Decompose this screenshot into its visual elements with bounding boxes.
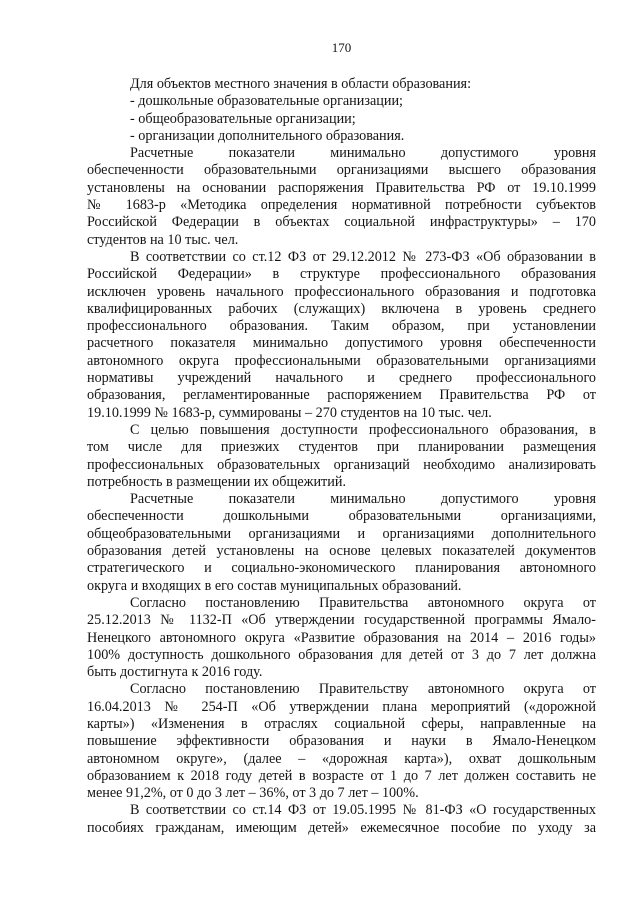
paragraph xyxy=(87,249,596,422)
text-line: округа и входящих в его состав муниципальных образований. xyxy=(87,577,462,594)
paragraph xyxy=(87,76,596,145)
text-line: 25.12.2013 № 1132-П «Об утверждении государственной программы Ямало- xyxy=(87,612,596,629)
text-line: Согласно постановлению Правительства автономного округа от xyxy=(130,594,596,611)
text-line: Ненецкого автономного округа «Развитие образования на 2014 – 2016 годы» xyxy=(87,629,596,646)
text-line: Расчетные показатели минимально допустимого уровня xyxy=(130,145,596,162)
paragraph xyxy=(87,145,596,249)
paragraph xyxy=(87,681,596,802)
text-line: Российской Федерации в объектах социальной инфраструктуры» – 170 xyxy=(87,214,596,231)
text-line: том числе для приезжих студентов при планировании размещения xyxy=(87,439,596,456)
text-line: менее 91,2%, от 0 до 3 лет – 36%, от 3 до 7 лет – 100%. xyxy=(87,785,419,802)
paragraph xyxy=(87,491,596,595)
text-line: потребность в размещении их общежитий. xyxy=(87,473,346,490)
text-line: автономном округе», (далее – «дорожная карта»), охват дошкольным xyxy=(87,750,596,767)
text-line: - дошкольные образовательные организации; xyxy=(130,93,403,110)
text-line: образования, регламентированные распоряжением Правительства РФ от xyxy=(87,387,596,404)
text-line: 19.10.1999 № 1683-р, суммированы – 270 студентов на 10 тыс. чел. xyxy=(87,404,492,421)
document-body xyxy=(87,76,596,837)
text-line: автономного округа профессиональными образовательными организациями xyxy=(87,352,596,369)
text-line: 16.04.2013 № 254-П «Об утверждении плана мероприятий («дорожной xyxy=(87,698,596,715)
text-line: В соответствии со ст.14 ФЗ от 19.05.1995 № 81-ФЗ «О государственных xyxy=(130,802,596,819)
text-line: студентов на 10 тыс. чел. xyxy=(87,231,239,248)
text-line: исключен уровень начального профессионального образования и подготовка xyxy=(87,283,596,300)
text-line: установлены на основании распоряжения Правительства РФ от 19.10.1999 xyxy=(87,179,596,196)
text-line: профессиональных образовательных организаций необходимо анализировать xyxy=(87,456,596,473)
text-line: нормативы учреждений начального и среднего профессионального xyxy=(87,370,596,387)
text-line: образованием к 2018 году детей в возрасте от 1 до 7 лет должен составить не xyxy=(87,767,596,784)
text-line: Российской Федерации» в структуре профессионального образования xyxy=(87,266,596,283)
text-line: повышение эффективности образования и науки в Ямало-Ненецком xyxy=(87,733,596,750)
text-line: квалифицированных рабочих (служащих) включена в уровень среднего xyxy=(87,300,596,317)
text-line: С целью повышения доступности профессионального образования, в xyxy=(130,421,596,438)
text-line: пособиях гражданам, имеющим детей» ежемесячное пособие по уходу за xyxy=(87,819,596,836)
text-line: образования детей установлены на основе целевых показателей документов xyxy=(87,543,596,560)
text-line: Согласно постановлению Правительству автономного округа от xyxy=(130,681,596,698)
text-line: Для объектов местного значения в области образования: xyxy=(130,76,472,92)
text-line: расчетного показателя минимально допустимого уровня обеспеченности xyxy=(87,335,596,352)
text-line: стратегического и социально-экономического планирования автономного xyxy=(87,560,596,577)
text-line: обеспеченности образовательными организациями высшего образования xyxy=(87,162,596,179)
text-line: профессионального образования. Таким образом, при установлении xyxy=(87,318,596,335)
page-number: 170 xyxy=(331,40,352,55)
text-line: 100% доступность дошкольного образования для детей от 3 до 7 лет должна xyxy=(87,646,596,663)
text-line: Расчетные показатели минимально допустимого уровня xyxy=(130,491,596,508)
text-line: № 1683-р «Методика определения нормативной потребности субъектов xyxy=(87,197,596,214)
text-line: В соответствии со ст.12 ФЗ от 29.12.2012 № 273-ФЗ «Об образовании в xyxy=(130,248,596,265)
text-line: общеобразовательными организациями и организациями дополнительного xyxy=(87,525,596,542)
paragraph xyxy=(87,802,596,837)
text-line: обеспеченности дошкольными образовательными организациями, xyxy=(87,508,596,525)
paragraph xyxy=(87,595,596,681)
paragraph xyxy=(87,422,596,491)
text-line: быть достигнута к 2016 году. xyxy=(87,664,263,681)
text-line: - организации дополнительного образования. xyxy=(130,127,405,144)
text-line: - общеобразовательные организации; xyxy=(130,110,356,127)
text-line: карты») «Изменения в отраслях социальной сферы, направленные на xyxy=(87,715,596,732)
